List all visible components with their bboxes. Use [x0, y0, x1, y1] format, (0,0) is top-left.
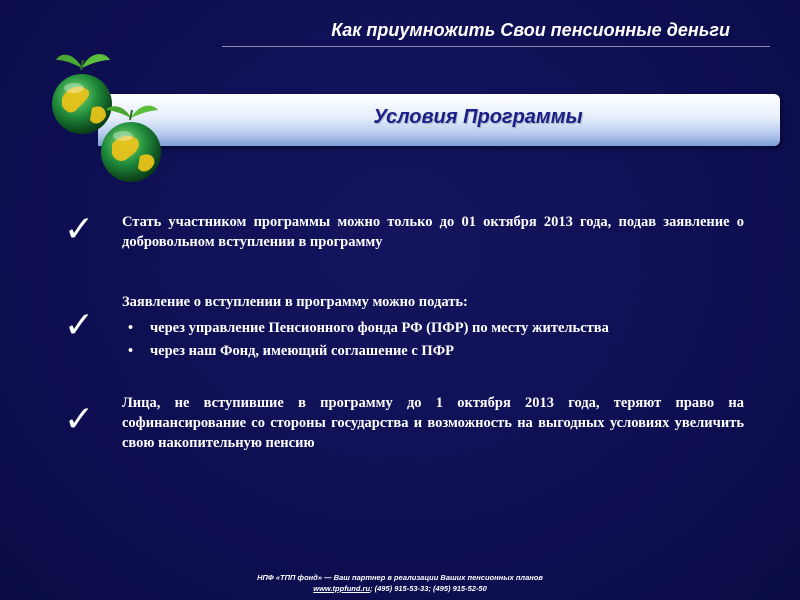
- condition-2-list: [122, 318, 744, 361]
- list-item: • через наш Фонд, имеющий соглашение с ПФР: [122, 341, 744, 361]
- list-item: • через управление Пенсионного фонда РФ (ПФР) по месту жительства: [122, 318, 744, 338]
- banner-title: Условия Программы: [373, 106, 583, 128]
- header-divider: [222, 46, 770, 47]
- condition-2-text: Заявление о вступлении в программу можно подать:: [122, 294, 468, 310]
- footer-contacts: [0, 583, 800, 594]
- checkmark-icon-3: ✓: [64, 399, 95, 440]
- condition-3: [122, 393, 744, 453]
- header-title: Как приумножить Свои пенсионные деньги: [331, 20, 730, 40]
- website-link[interactable]: www.tppfund.ru: [313, 584, 371, 593]
- condition-3-text: Лица, не вступившие в программу до 1 октября 2013 года, теряют право на софинансирование со стороны государства и возможность на выгодных условиях увеличить свою накопительную пенсию: [122, 395, 744, 451]
- condition-1-text: Стать участником программы можно только до 01 октября 2013 года, подав заявление о добровольном вступлении в программу: [122, 214, 744, 250]
- footer-phones: ; (495) 915-53-33; (495) 915-52-50: [370, 584, 487, 593]
- globe-apple-icon-2: [96, 98, 166, 188]
- checkmark-icon-2: ✓: [64, 305, 95, 346]
- condition-2: [122, 292, 744, 364]
- checkmark-icon-1: ✓: [64, 209, 95, 250]
- footer: [0, 572, 800, 594]
- footer-tagline: НПФ «ТПП фонд» — Ваш партнер в реализации Ваших пенсионных планов: [257, 573, 543, 582]
- condition-1: [122, 212, 744, 252]
- title-banner: [98, 94, 780, 146]
